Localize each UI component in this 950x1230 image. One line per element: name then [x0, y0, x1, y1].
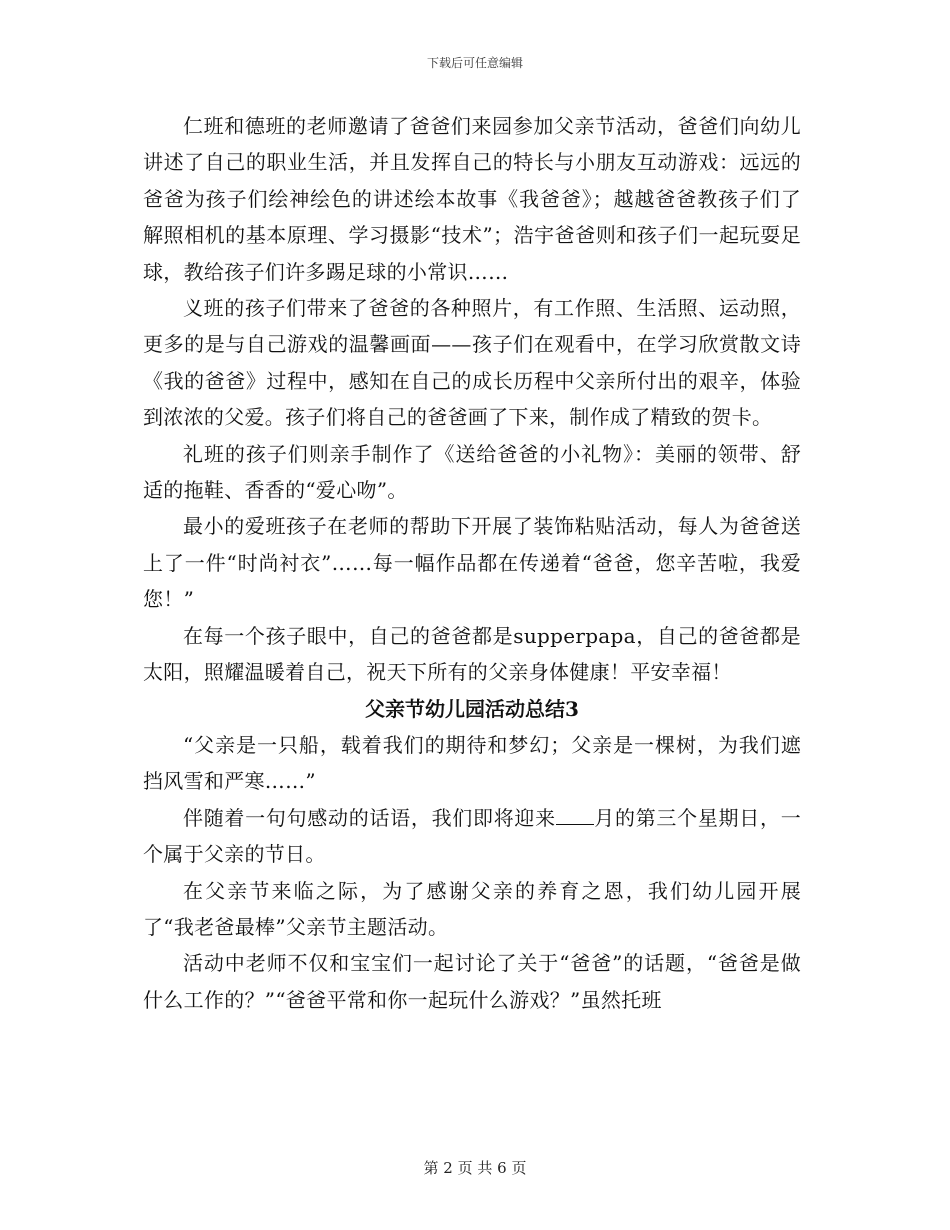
- paragraph-ai-class: 最小的爱班孩子在老师的帮助下开展了装饰粘贴活动，每人为爸爸送上了一件“时尚衬衣”……每一幅作品都在传递着“爸爸，您辛苦啦，我爱您！”: [143, 514, 801, 612]
- page-header-note: 下载后可任意编辑: [426, 56, 523, 70]
- date-text-before-blank: 伴随着一句句感动的话语，我们即将迎来: [183, 805, 556, 830]
- document-body: [143, 108, 801, 1018]
- paragraph-fathers-day-date: [143, 800, 801, 873]
- paragraph-closing: 在每一个孩子眼中，自己的爸爸都是supperpapa，自己的爸爸都是太阳，照耀温暖着自己，祝天下所有的父亲身体健康！平安幸福！: [143, 623, 801, 685]
- blank-fill-line: [556, 806, 594, 825]
- paragraph-quote: “父亲是一只船，载着我们的期待和梦幻；父亲是一棵树，为我们遮挡风雪和严寒……”: [143, 732, 801, 794]
- paragraph-activity-discussion: 活动中老师不仅和宝宝们一起讨论了关于“爸爸”的话题，“爸爸是做什么工作的？”“爸爸平常和你一起玩什么游戏？”虽然托班: [143, 951, 801, 1012]
- date-text-after-blank: 月的第三个星期日，一个属于父亲的节日。: [143, 805, 801, 867]
- paragraph-li-class: 礼班的孩子们则亲手制作了《送给爸爸的小礼物》：美丽的领带、舒适的拖鞋、香香的“爱心吻”。: [143, 441, 801, 503]
- page-number-footer: 第 2 页 共 6 页: [423, 1159, 527, 1177]
- section-title: 父亲节幼儿园活动总结3: [365, 696, 579, 721]
- paragraph-ren-de-class: 仁班和德班的老师邀请了爸爸们来园参加父亲节活动，爸爸们向幼儿讲述了自己的职业生活，并且发挥自己的特长与小朋友互动游戏：远远的爸爸为孩子们绘神绘色的讲述绘本故事《我爸爸》；越越爸爸教孩子们了解照相机的基本原理、学习摄影“技术”；浩宇爸爸则和孩子们一起玩耍足球，教给孩子们许多踢足球的小常识……: [143, 114, 801, 284]
- paragraph-activity-intro: 在父亲节来临之际，为了感谢父亲的养育之恩，我们幼儿园开展了“我老爸最棒”父亲节主题活动。: [143, 878, 801, 939]
- paragraph-yi-class: 义班的孩子们带来了爸爸的各种照片，有工作照、生活照、运动照，更多的是与自己游戏的温馨画面——孩子们在观看中，在学习欣赏散文诗《我的爸爸》过程中，感知在自己的成长历程中父亲所付出的艰辛，体验到浓浓的父爱。孩子们将自己的爸爸画了下来，制作成了精致的贺卡。: [143, 296, 801, 430]
